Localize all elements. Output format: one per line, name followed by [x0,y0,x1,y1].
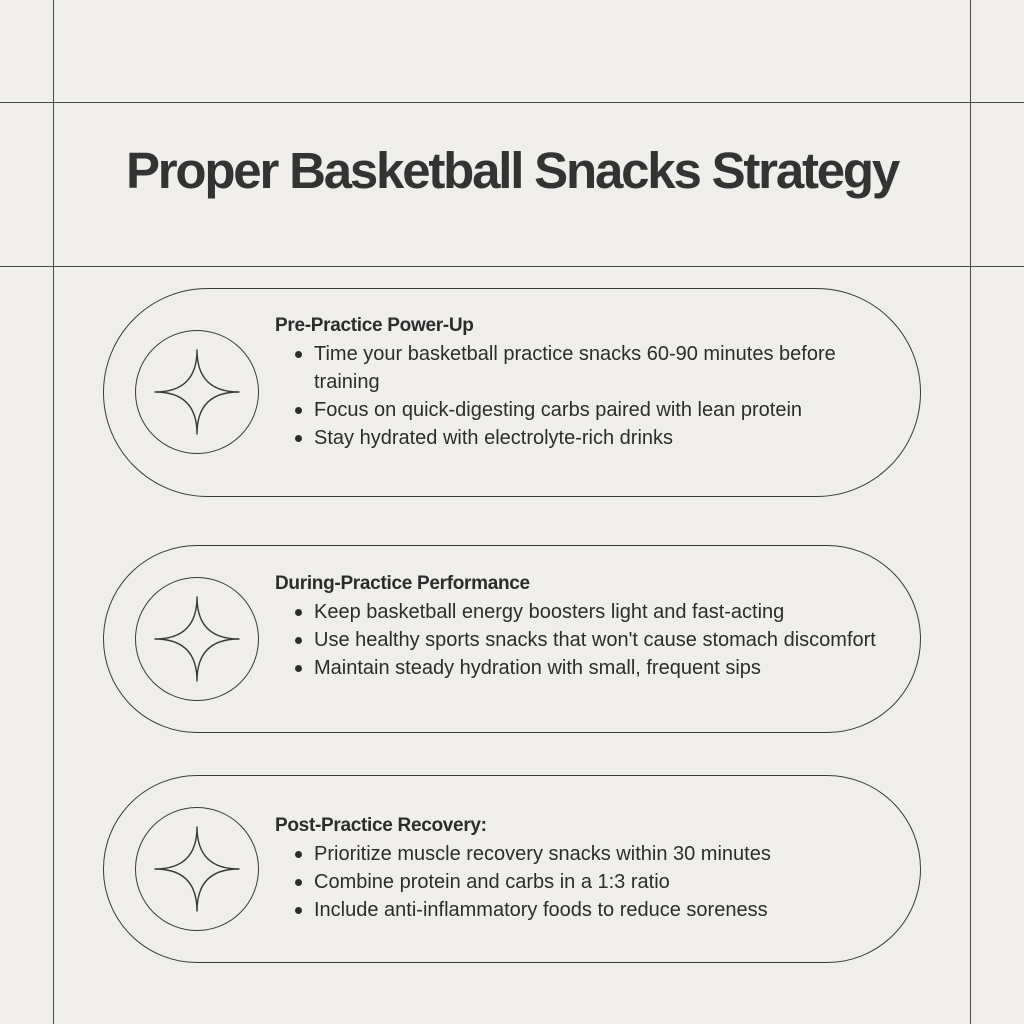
section-heading: During-Practice Performance [275,573,530,594]
grid-line-top [0,102,1024,103]
bullet-list [275,340,880,452]
four-point-star-icon [153,348,241,436]
bullet-item: Focus on quick-digesting carbs paired with lean protein [275,396,880,424]
bullet-list [275,840,880,924]
section-heading: Pre-Practice Power-Up [275,315,474,336]
section-content [275,313,880,452]
bullet-item: Combine protein and carbs in a 1:3 ratio [275,868,880,896]
four-point-star-icon [153,595,241,683]
section-card-during-practice [103,545,921,733]
icon-ring [135,330,259,454]
bullet-item: Keep basketball energy boosters light and fast-acting [275,598,880,626]
bullet-item: Time your basketball practice snacks 60-90 minutes before training [275,340,880,396]
four-point-star-icon [153,825,241,913]
bullet-item: Use healthy sports snacks that won't cause stomach discomfort [275,626,880,654]
icon-ring [135,577,259,701]
bullet-list [275,598,880,682]
section-content [275,813,880,924]
page-title: Proper Basketball Snacks Strategy [125,142,899,199]
section-content [275,571,880,682]
grid-line-middle [0,266,1024,267]
section-card-pre-practice [103,288,921,497]
bullet-item: Stay hydrated with electrolyte-rich drinks [275,424,880,452]
section-heading: Post-Practice Recovery: [275,815,487,836]
bullet-item: Include anti-inflammatory foods to reduce soreness [275,896,880,924]
icon-ring [135,807,259,931]
bullet-item: Maintain steady hydration with small, frequent sips [275,654,880,682]
section-card-post-practice [103,775,921,963]
bullet-item: Prioritize muscle recovery snacks within 30 minutes [275,840,880,868]
